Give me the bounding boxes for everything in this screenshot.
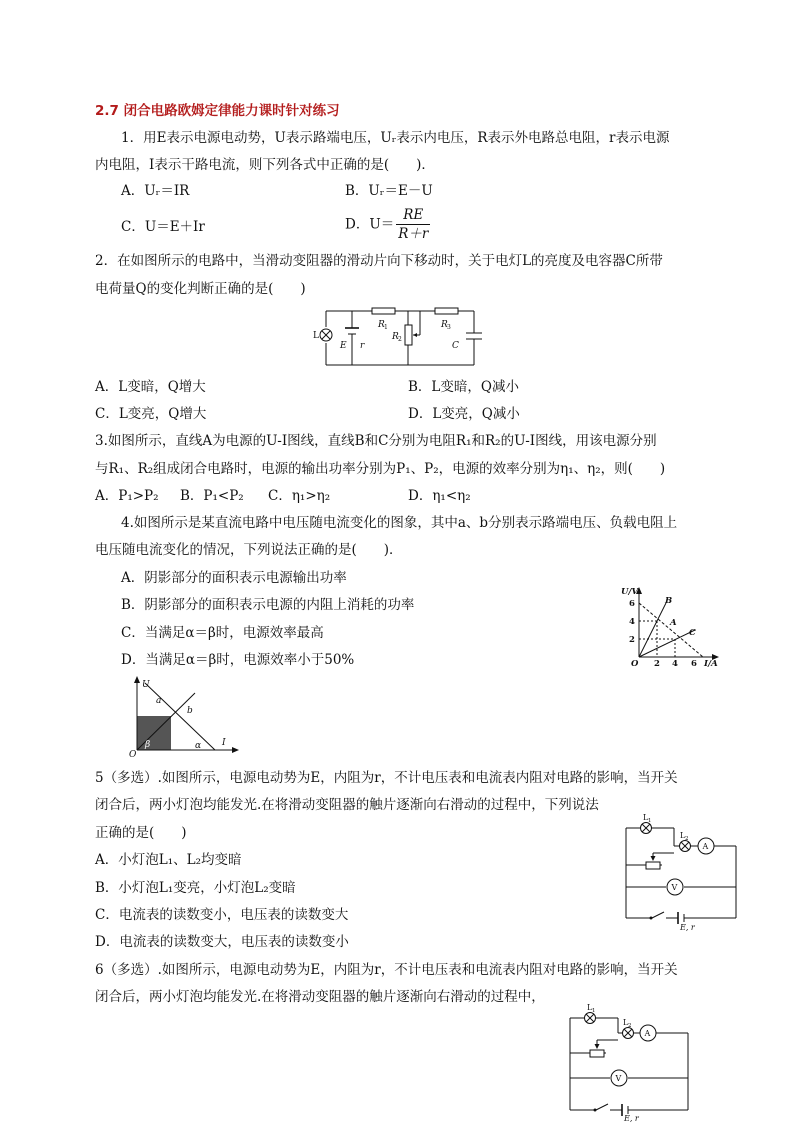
page-title: 2.7 闭合电路欧姆定律能力课时针对练习 xyxy=(95,103,340,119)
q1-option-d-prefix: D．U＝ xyxy=(345,216,395,233)
q5-fig-ammeter: A xyxy=(702,842,709,851)
q2-fig-label-c: C xyxy=(452,341,459,351)
q5-stem-line2: 闭合后，两小灯泡均能发光.在将滑动变阻器的触片逐渐向右滑动的过程中，下列说法 xyxy=(95,797,599,813)
q2-r2-slider-arrow xyxy=(413,333,417,337)
q2-circuit-diagram xyxy=(310,303,490,371)
q2-fig-label-r3-sub: 3 xyxy=(447,324,451,331)
q2-fig-label-r1-sub: 1 xyxy=(384,324,388,331)
q5-fig-label-l2-sub: 2 xyxy=(685,836,689,842)
q4-ui-graph xyxy=(125,675,245,760)
q6-stem-line2: 闭合后，两小灯泡均能发光.在将滑动变阻器的触片逐渐向右滑动的过程中， xyxy=(95,989,545,1005)
q5-fig-label-er: E, r xyxy=(680,923,695,932)
q6-switch-pivot xyxy=(594,1109,597,1112)
q3-graph-xtick-2: 2 xyxy=(654,659,660,669)
q4-option-b: B．阴影部分的面积表示电源的内阻上消耗的功率 xyxy=(121,597,415,613)
q5-circuit-diagram xyxy=(616,808,738,930)
q5-option-a: A．小灯泡L₁、L₂均变暗 xyxy=(95,852,242,868)
q4-option-a: A．阴影部分的面积表示电源输出功率 xyxy=(121,570,347,586)
q2-fig-label-r3: R xyxy=(441,320,448,330)
q2-stem-line2: 电荷量Q的变化判断正确的是( ) xyxy=(95,281,306,297)
q5-slider-arrow xyxy=(651,856,656,861)
q6-fig-label-l2-sub: 2 xyxy=(628,1023,632,1029)
q4-graph-label-u: U xyxy=(142,680,150,690)
q3-graph-label-c: C xyxy=(689,628,696,638)
q1-option-a: A．Uᵣ＝IR xyxy=(121,183,190,199)
q3-option-d: D．η₁<η₂ xyxy=(408,488,471,504)
q3-graph-origin: O xyxy=(631,659,639,669)
q6-fig-label-l1: L xyxy=(587,1003,593,1012)
q6-fig-voltmeter: V xyxy=(615,1074,622,1083)
q1-option-c: C．U＝E＋Ir xyxy=(121,219,205,235)
q2-fig-label-l: L xyxy=(313,331,319,341)
q5-option-b: B．小灯泡L₁变亮，小灯泡L₂变暗 xyxy=(95,880,296,896)
q1-option-d-numerator: RE xyxy=(396,206,430,225)
q6-fig-label-l2: L xyxy=(623,1018,629,1027)
q2-fig-label-r2-sub: 2 xyxy=(398,336,402,343)
q5-stem-line3: 正确的是( ) xyxy=(95,825,187,841)
q4-graph-label-b: b xyxy=(187,706,193,716)
q6-fig-label-er: E, r xyxy=(624,1114,639,1123)
q2-stem-line1: 2．在如图所示的电路中，当滑动变阻器的滑动片向下移动时，关于电灯L的亮度及电容器C所带 xyxy=(95,253,663,269)
q4-graph-label-i: I xyxy=(222,738,226,748)
q2-fig-label-r: r xyxy=(360,341,365,351)
q1-option-d-denominator: R＋r xyxy=(398,226,429,242)
q3-option-c: C．η₁>η₂ xyxy=(268,488,331,504)
q2-fig-label-r1: R xyxy=(378,320,385,330)
q4-graph-label-alpha: α xyxy=(195,741,202,751)
q6-slider-arrow xyxy=(595,1044,600,1049)
q5-fig-voltmeter: V xyxy=(671,883,678,892)
q5-option-c: C．电流表的读数变小，电压表的读数变大 xyxy=(95,907,349,923)
q1-option-b: B．Uᵣ＝E－U xyxy=(345,183,433,199)
q4-graph-label-a: a xyxy=(156,696,162,706)
q4-option-c: C．当满足α＝β时，电源效率最高 xyxy=(121,625,324,641)
q3-graph-ytick-4: 4 xyxy=(629,617,635,627)
q5-fig-label-l2: L xyxy=(680,831,686,840)
q5-switch-pivot xyxy=(650,917,653,920)
q4-graph-label-beta: β xyxy=(145,740,151,750)
q4-stem-line1: 4.如图所示是某直流电路中电压随电流变化的图象，其中a、b分别表示路端电压、负载电阻上 xyxy=(121,515,678,531)
q6-fig-label-l1-sub: 1 xyxy=(592,1008,596,1014)
q4-graph-x-arrow xyxy=(232,747,239,753)
q4-graph-y-arrow xyxy=(134,676,140,683)
q3-stem-line1: 3.如图所示，直线A为电源的U-I图线，直线B和C分别为电阻R₁和R₂的U-I图线，用该电源分别 xyxy=(95,433,657,449)
q6-stem-line1: 6（多选）.如图所示，电源电动势为E，内阻为r，不计电压表和电流表内阻对电路的影响，当开关 xyxy=(95,962,678,978)
q2-option-b: B．L变暗，Q减小 xyxy=(408,379,519,395)
q4-graph-label-o: O xyxy=(129,750,137,760)
q3-graph-ytick-2: 2 xyxy=(629,635,635,645)
q1-option-d xyxy=(345,206,430,246)
q3-ui-graph xyxy=(615,585,725,670)
q6-circuit-diagram xyxy=(560,1000,700,1122)
q2-option-c: C．L变亮，Q增大 xyxy=(95,406,207,422)
q3-graph-label-b: B xyxy=(665,596,673,606)
q1-stem-line1: 1．用E表示电源电动势，U表示路端电压，Uᵣ表示内电压，R表示外电路总电阻，r表示电源 xyxy=(121,130,670,146)
q3-option-a: A．P₁>P₂ xyxy=(95,488,159,504)
q5-stem-line1: 5（多选）.如图所示，电源电动势为E，内阻为r，不计电压表和电流表内阻对电路的影响，当开关 xyxy=(95,770,678,786)
q3-stem-line2: 与R₁、R₂组成闭合电路时，电源的输出功率分别为P₁、P₂，电源的效率分别为η₁、η₂，则( ) xyxy=(95,461,666,477)
q5-fig-label-l1-sub: 1 xyxy=(648,818,652,824)
q3-graph-xlabel: I/A xyxy=(704,659,718,669)
q2-fig-label-r2: R xyxy=(392,332,399,342)
q1-option-d-fraction xyxy=(396,206,430,243)
q4-option-d: D．当满足α＝β时，电源效率小于50% xyxy=(121,652,355,668)
q3-option-b: B．P₁<P₂ xyxy=(180,488,244,504)
q3-graph-xtick-4: 4 xyxy=(672,659,678,669)
q3-graph-xtick-6: 6 xyxy=(691,659,697,669)
q2-fig-label-e: E xyxy=(340,341,347,351)
q3-graph-label-a: A xyxy=(670,618,677,628)
q2-option-d: D．L变亮，Q减小 xyxy=(408,406,520,422)
q6-fig-ammeter: A xyxy=(644,1029,651,1038)
q5-option-d: D．电流表的读数变大，电压表的读数变小 xyxy=(95,934,349,950)
q2-option-a: A．L变暗，Q增大 xyxy=(95,379,206,395)
q3-graph-ylabel: U/V xyxy=(621,587,639,597)
q4-stem-line2: 电压随电流变化的情况，下列说法正确的是( )． xyxy=(95,542,403,558)
q3-graph-ytick-6: 6 xyxy=(629,599,635,609)
q5-fig-label-l1: L xyxy=(643,813,649,822)
q1-stem-line2: 内电阻，I表示干路电流，则下列各式中正确的是( )． xyxy=(95,157,435,173)
